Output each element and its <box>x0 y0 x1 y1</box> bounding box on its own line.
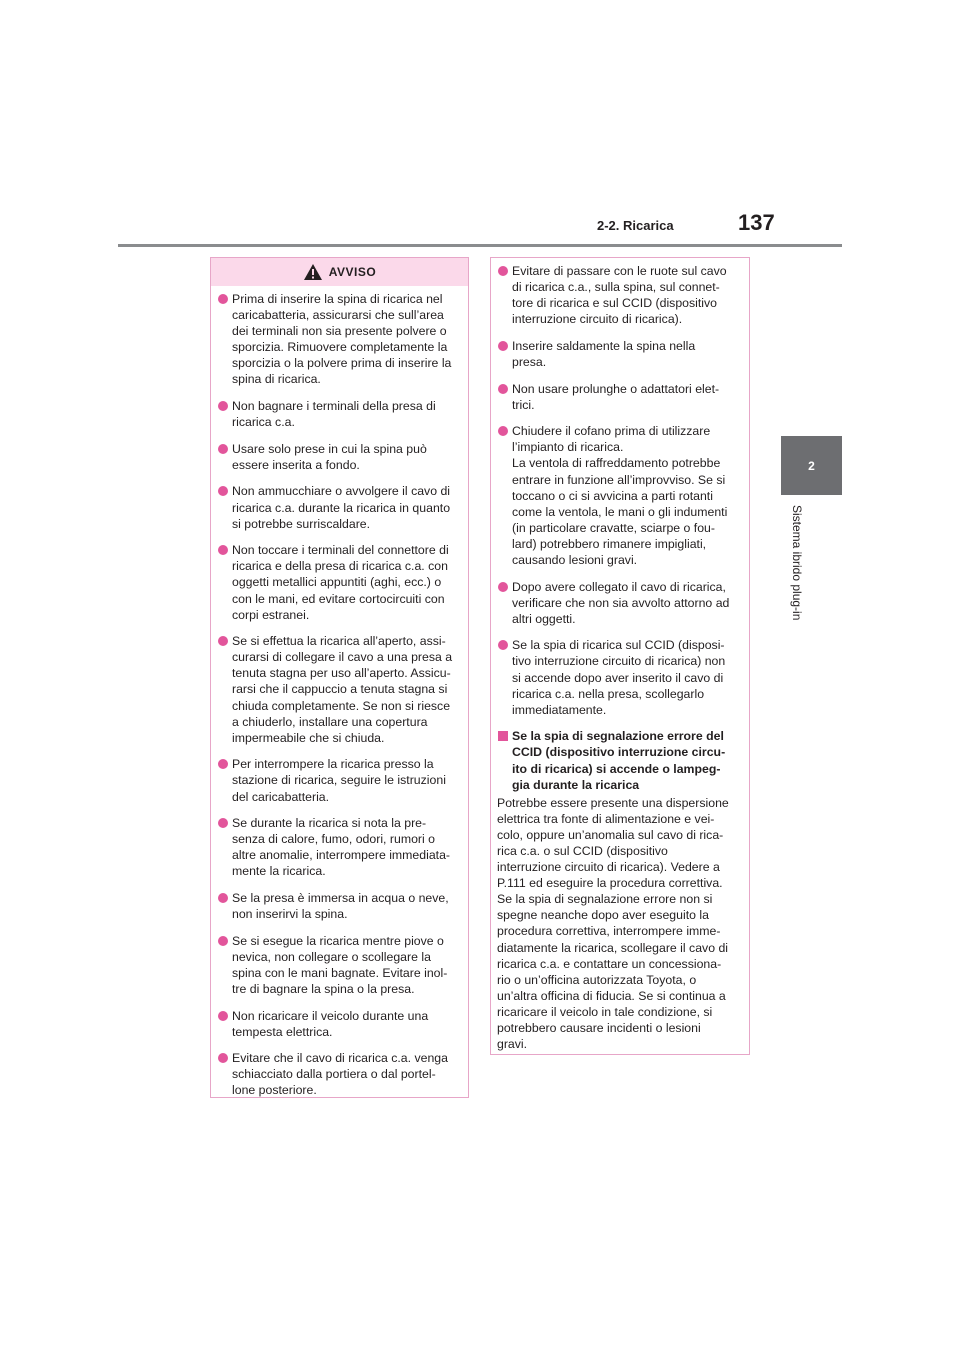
warning-box-right <box>490 257 750 1055</box>
bullet-icon <box>498 640 508 650</box>
warning-item-text: Se la spia di ricarica sul CCID (disposi- tivo interruzione circuito di ricarica) non si accende dopo aver inserito il cavo di ricarica c.a. nella presa, scollegarlo immediatamente. <box>512 638 726 717</box>
warning-list-item <box>498 579 745 627</box>
warning-title: AVVISO <box>328 265 377 279</box>
warning-list-item <box>218 890 464 922</box>
warning-item-text: Evitare che il cavo di ricarica c.a. venga schiacciato dalla portiera o dal portel- lone posteriore. <box>232 1051 448 1098</box>
warning-item-text: Non ammucchiare o avvolgere il cavo di ricarica c.a. durante la ricarica in quanto si potrebbe surriscaldare. <box>232 484 451 531</box>
bullet-icon <box>498 266 508 276</box>
warning-list-item <box>498 423 745 568</box>
warning-list-item <box>218 756 464 804</box>
warning-item-text: Evitare di passare con le ruote sul cavo di ricarica c.a., sulla spina, sul connet- tore di ricarica e sul CCID (dispositivo interruzione circuito di ricarica). <box>512 264 727 327</box>
warning-item-text: Prima di inserire la spina di ricarica nel caricabatteria, assicurarsi che sull’area dei terminali non sia presente polvere o sporcizia. Rimuovere completamente la sporcizia o la polvere prima di inserire la spina di ricarica. <box>232 292 452 387</box>
warning-item-text: Dopo avere collegato il cavo di ricarica, verificare che non sia avvolto attorno ad altri oggetti. <box>512 579 730 626</box>
warning-item-text: Per interrompere la ricarica presso la stazione di ricarica, seguire le istruzioni del caricabatteria. <box>232 757 446 804</box>
warning-list-right <box>491 258 749 718</box>
warning-list-item <box>218 633 464 746</box>
warning-item-text: Se si effettua la ricarica all’aperto, assi- curarsi di collegare il cavo a una presa a tenuta stagna per uso all’aperto. Assicu- rarsi che il cappuccio a tenuta stagna si chiuda completamente. Se non si riesce a chiuderlo, installare una copertura impermeabile che si chiuda. <box>232 634 453 745</box>
warning-box-left <box>210 257 469 1098</box>
warning-list-item <box>498 263 745 327</box>
warning-list-item <box>218 1008 464 1040</box>
warning-list-item <box>218 398 464 430</box>
warning-item-text: Inserire saldamente la spina nella presa. <box>512 338 696 369</box>
subheading-text: Se la spia di segnalazione errore del CCID (dispositivo interruzione circu- ito di ricarica) si accende o lampeg- gia durante la ricarica <box>512 729 726 792</box>
warning-list-item <box>218 542 464 622</box>
warning-list-item <box>218 933 464 997</box>
warning-header <box>211 258 468 286</box>
chapter-title: Sistema ibrido plug-in <box>790 505 804 621</box>
bullet-icon <box>218 636 228 646</box>
warning-subheading <box>498 728 745 792</box>
warning-list-item <box>218 815 464 879</box>
bullet-icon <box>498 582 508 592</box>
warning-item-text: Se durante la ricarica si nota la pre- senza di calore, fumo, odori, rumori o altre anomalie, interrompere immediata- mente la ricarica. <box>232 816 451 879</box>
warning-list-item <box>498 338 745 370</box>
warning-triangle-icon <box>303 263 323 281</box>
bullet-icon <box>218 401 228 411</box>
warning-item-text: Chiudere il cofano prima di utilizzare l’impianto di ricarica. La ventola di raffreddamento potrebbe entrare in funzione all’improvviso. Se si toccano o ci si avvicina a parti rotanti come la ventola, le mani o gli indumenti (in particolare cravatte, sciarpe o fou- lard) potrebbero rimanere impigliati, causando lesioni gravi. <box>512 424 728 567</box>
bullet-icon <box>218 893 228 903</box>
bullet-icon <box>218 1053 228 1063</box>
bullet-icon <box>218 1011 228 1021</box>
bullet-icon <box>498 426 508 436</box>
chapter-number: 2 <box>808 458 815 473</box>
chapter-tab <box>781 436 842 495</box>
page-number: 137 <box>738 210 775 235</box>
bullet-icon <box>218 294 228 304</box>
bullet-icon <box>218 936 228 946</box>
warning-item-text: Non usare prolunghe o adattatori elet- trici. <box>512 381 720 412</box>
warning-item-text: Non ricaricare il veicolo durante una tempesta elettrica. <box>232 1008 429 1039</box>
warning-list-item <box>218 291 464 388</box>
warning-list-item <box>498 381 745 413</box>
bullet-icon <box>218 486 228 496</box>
warning-list-item <box>218 1050 464 1098</box>
warning-list-item <box>218 441 464 473</box>
bullet-icon <box>218 545 228 555</box>
warning-list-item <box>498 637 745 717</box>
warning-subsection <box>491 728 749 1052</box>
header-divider <box>118 244 842 247</box>
warning-item-text: Usare solo prese in cui la spina può essere inserita a fondo. <box>232 441 427 472</box>
warning-list-left <box>211 286 468 1099</box>
warning-paragraph: Potrebbe essere presente una dispersione elettrica tra fonte di alimentazione e vei- colo, oppure un’anomalia sul cavo di rica- rica c.a. o sul CCID (dispositivo interruzione circuito di ricarica). Vedere a P.111 ed eseguire la procedura correttiva. Se la spia di segnalazione errore non si spegne neanche dopo aver eseguito la procedura correttiva, interrompere imme- diatamente la ricarica, scollegare il cavo di ricarica c.a. e contattare un concessiona- rio o un’officina autorizzata Toyota, o un’altra officina di fiducia. Se si continua a ricaricare il veicolo in tale condizione, si potrebbero causare incidenti o lesioni gravi. <box>497 795 729 1052</box>
bullet-icon <box>218 759 228 769</box>
bullet-icon <box>498 341 508 351</box>
bullet-icon <box>498 384 508 394</box>
bullet-icon <box>218 818 228 828</box>
warning-item-text: Se si esegue la ricarica mentre piove o nevica, non collegare o scollegare la spina con le mani bagnate. Evitare inol- tre di bagnare la spina o la presa. <box>232 933 448 996</box>
warning-list-item <box>218 483 464 531</box>
bullet-icon <box>218 444 228 454</box>
warning-item-text: Se la presa è immersa in acqua o neve, non inserirvi la spina. <box>232 891 449 922</box>
section-title: 2-2. Ricarica <box>597 218 674 233</box>
warning-item-text: Non toccare i terminali del connettore di ricarica e della presa di ricarica c.a. con oggetti metallici appuntiti (aghi, ecc.) o con le mani, ed evitare cortocircuiti con corpi estranei. <box>232 543 449 622</box>
warning-item-text: Non bagnare i terminali della presa di ricarica c.a. <box>232 399 436 430</box>
square-bullet-icon <box>498 731 508 741</box>
